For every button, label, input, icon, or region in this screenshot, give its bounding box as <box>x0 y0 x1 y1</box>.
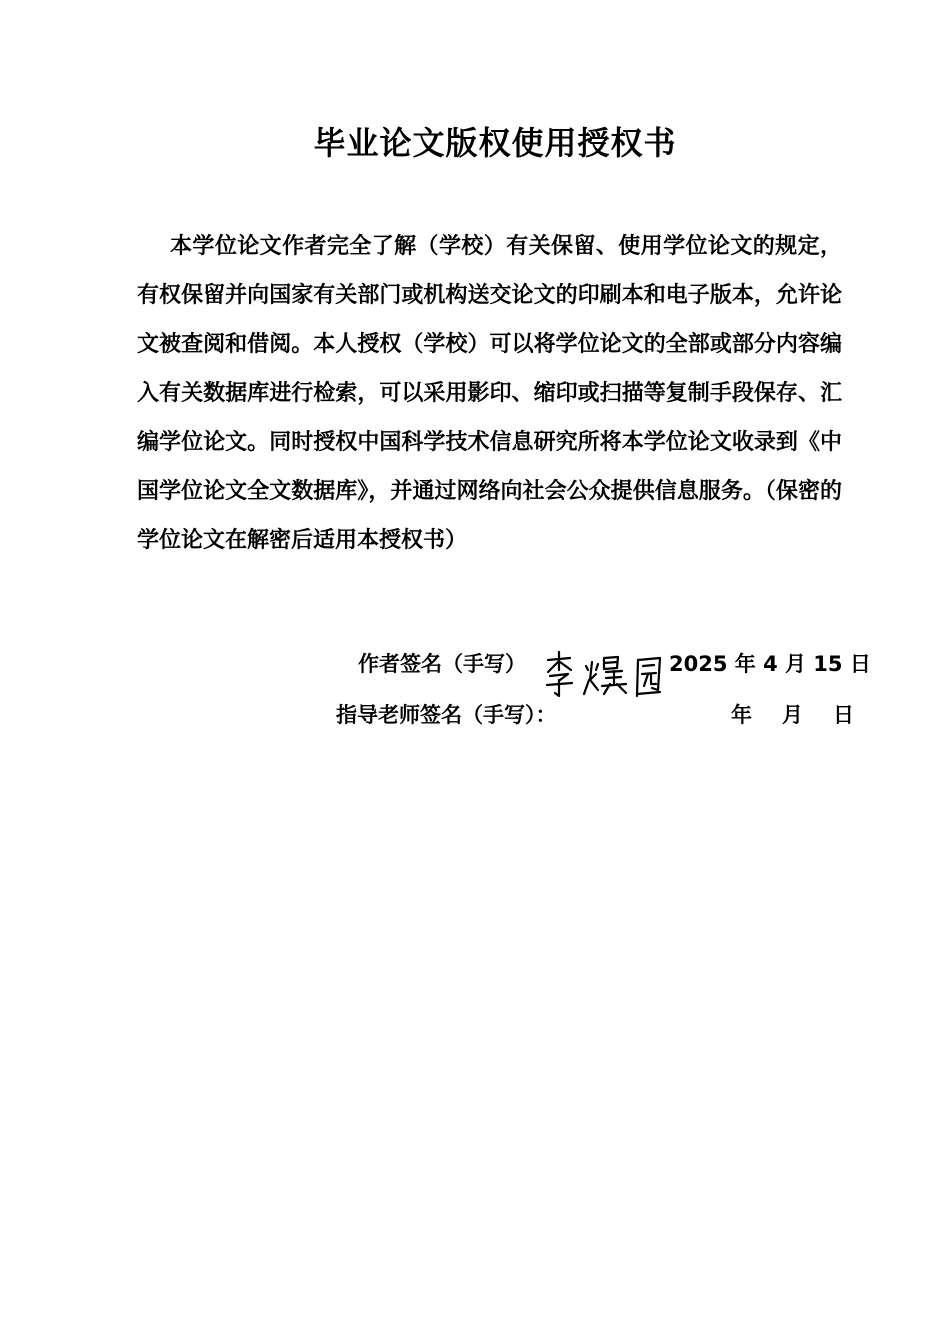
advisor-signature-label: 指导老师签名（手写）： <box>336 703 557 727</box>
document-title: 毕业论文版权使用授权书 <box>313 124 677 162</box>
advisor-date-day: 日 <box>833 703 854 727</box>
authorization-paragraph: 本学位论文作者完全了解（学校）有关保留、使用学位论文的规定，有权保留并向国家有关部门或机构送交论文的印刷本和电子版本，允许论文被查阅和借阅。本人授权（学校）可以将学位论文的全部或部分内容编入有关数据库进行检索，可以采用影印、缩印或扫描等复制手段保存、汇编学位论文。同时授权中国科学技术信息研究所将本学位论文收录到《中国学位论文全文数据库》，并通过网络向社会公众提供信息服务。（保密的学位论文在解密后适用本授权书） <box>137 234 842 553</box>
advisor-signature-date <box>731 699 854 729</box>
advisor-date-year: 年 <box>731 703 752 727</box>
handwritten-signature <box>540 650 670 702</box>
author-signature-label: 作者签名（手写） <box>358 652 526 676</box>
advisor-date-month: 月 <box>782 703 803 727</box>
author-signature-date: 2025 年 4 月 15 日 <box>669 652 871 676</box>
